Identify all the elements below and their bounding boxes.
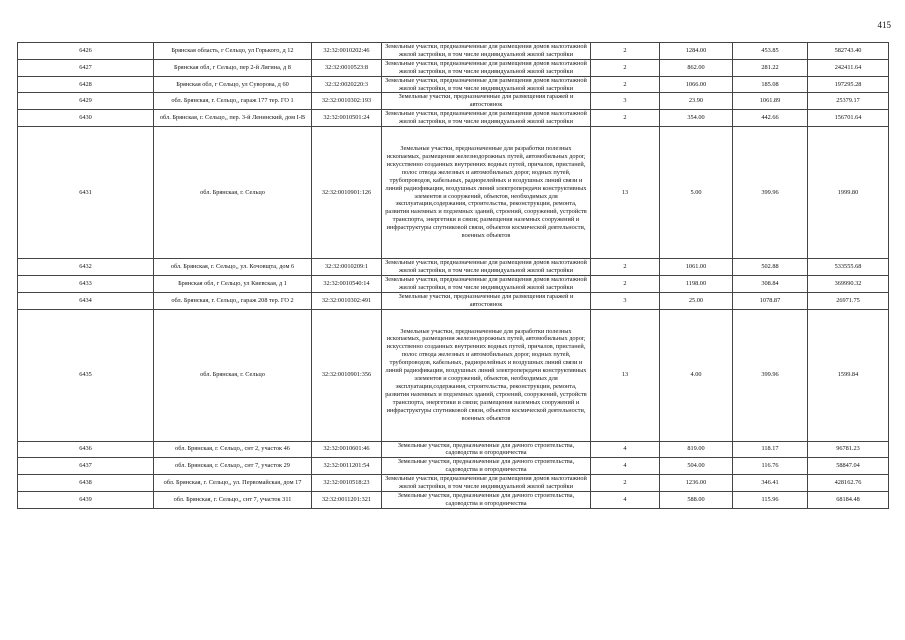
table-body: [18, 43, 889, 509]
row-number: 6435: [18, 309, 154, 441]
land-use-cell: Земельные участки, предназначенные для размещения гаражей и автостоянок: [382, 93, 591, 110]
group-cell: 2: [591, 475, 660, 492]
specific-value-cell: 185.08: [733, 76, 808, 93]
land-use-cell: Земельные участки, предназначенные для размещения домов малоэтажной жилой застройки, в том числе индивидуальной жилой застройки: [382, 275, 591, 292]
group-cell: 2: [591, 59, 660, 76]
group-cell: 13: [591, 309, 660, 441]
address-cell: Брянская обл, г Сельцо, пер 2-й Лягина, д 8: [154, 59, 312, 76]
area-cell: 25.00: [660, 292, 733, 309]
row-number: 6429: [18, 93, 154, 110]
table-row: [18, 491, 889, 508]
specific-value-cell: 1061.89: [733, 93, 808, 110]
address-cell: обл. Брянская, г. Сельцо,, снт 2, участок 46: [154, 441, 312, 458]
address-cell: обл. Брянская, г. Сельцо,, гараж 177 тер. ГО 1: [154, 93, 312, 110]
land-use-cell: Земельные участки, предназначенные для дачного строительства, садоводства и огородничества: [382, 458, 591, 475]
area-cell: 1284.00: [660, 43, 733, 60]
table-row: [18, 76, 889, 93]
address-cell: Брянская обл, г Сельцо, ул Киевская, д 1: [154, 275, 312, 292]
cadastral-number-cell: 32:32:0010302:491: [312, 292, 382, 309]
row-number: 6426: [18, 43, 154, 60]
group-cell: 3: [591, 292, 660, 309]
cadastral-value-cell: 26971.75: [808, 292, 889, 309]
row-number: 6438: [18, 475, 154, 492]
table-row: [18, 59, 889, 76]
land-use-cell: Земельные участки, предназначенные для разработки полезных ископаемых, размещения железнодорожных путей, автомобильных дорог, искусственно созданных внутренних водных путей, причалов, пристаней, полос отвода железных и автомобильных дорог, водных путей, трубопроводов, кабельных, радиорелейных и воздушных линий связи и линий радиофикации, воздушных линий электропередачи конструктивных элементов и сооружений, объектов, необходимых для эксплуатации,содержания, строительства, реконструкции, ремонта, развития наземных и подземных зданий, строений, сооружений, устройств транспорта, энергетики и связи; размещения наземных сооружений и инфраструктуры спутниковой связи, объектов космической деятельности, военных объектов: [382, 127, 591, 259]
address-cell: обл. Брянская, г. Сельцо: [154, 127, 312, 259]
cadastral-value-cell: 197295.28: [808, 76, 889, 93]
cadastral-value-cell: 68184.48: [808, 491, 889, 508]
area-cell: 4.00: [660, 309, 733, 441]
cadastral-number-cell: 32:32:0010523:8: [312, 59, 382, 76]
cadastral-value-cell: 428162.76: [808, 475, 889, 492]
specific-value-cell: 281.22: [733, 59, 808, 76]
cadastral-number-cell: 32:32:0010302:193: [312, 93, 382, 110]
cadastral-value-cell: 96781.23: [808, 441, 889, 458]
area-cell: 588.00: [660, 491, 733, 508]
page-number: 415: [877, 20, 891, 30]
row-number: 6436: [18, 441, 154, 458]
row-number: 6432: [18, 259, 154, 276]
specific-value-cell: 399.96: [733, 127, 808, 259]
cadastral-number-cell: 32:32:0010209:1: [312, 259, 382, 276]
group-cell: 2: [591, 275, 660, 292]
land-use-cell: Земельные участки, предназначенные для размещения домов малоэтажной жилой застройки, в том числе индивидуальной жилой застройки: [382, 59, 591, 76]
specific-value-cell: 502.88: [733, 259, 808, 276]
land-use-cell: Земельные участки, предназначенные для дачного строительства, садоводства и огородничества: [382, 441, 591, 458]
group-cell: 2: [591, 259, 660, 276]
land-use-cell: Земельные участки, предназначенные для размещения домов малоэтажной жилой застройки, в том числе индивидуальной жилой застройки: [382, 475, 591, 492]
table-row: [18, 309, 889, 441]
area-cell: 819.00: [660, 441, 733, 458]
address-cell: обл. Брянская, г. Сельцо,, ул. Первомайская, дом 17: [154, 475, 312, 492]
land-use-cell: Земельные участки, предназначенные для разработки полезных ископаемых, размещения железнодорожных путей, автомобильных дорог, искусственно созданных внутренних водных путей, причалов, пристаней, полос отвода железных и автомобильных дорог, водных путей, трубопроводов, кабельных, радиорелейных и воздушных линий связи и линий радиофикации, воздушных линий электропередачи конструктивных элементов и сооружений, объектов, необходимых для эксплуатации,содержания, строительства, реконструкции, ремонта, развития наземных и подземных зданий, строений, сооружений, устройств транспорта, энергетики и связи; размещения наземных сооружений и инфраструктуры спутниковой связи, объектов космической деятельности, военных объектов: [382, 309, 591, 441]
address-cell: обл. Брянская, г. Сельцо,, пер. 3-й Ленинский, дом I-В: [154, 110, 312, 127]
cadastral-value-cell: 1999.80: [808, 127, 889, 259]
specific-value-cell: 1078.87: [733, 292, 808, 309]
cadastral-number-cell: 32:32:0010202:46: [312, 43, 382, 60]
cadastral-number-cell: 32:32:0010501:24: [312, 110, 382, 127]
area-cell: 354.00: [660, 110, 733, 127]
area-cell: 862.00: [660, 59, 733, 76]
address-cell: Брянская обл, г Сельцо, ул Суворова, д 60: [154, 76, 312, 93]
row-number: 6433: [18, 275, 154, 292]
land-use-cell: Земельные участки, предназначенные для размещения домов малоэтажной жилой застройки, в том числе индивидуальной жилой застройки: [382, 76, 591, 93]
cadastral-number-cell: 32:32:0011201:321: [312, 491, 382, 508]
specific-value-cell: 115.96: [733, 491, 808, 508]
area-cell: 504.00: [660, 458, 733, 475]
group-cell: 4: [591, 458, 660, 475]
table-row: [18, 93, 889, 110]
cadastral-value-table: [17, 42, 889, 509]
land-use-cell: Земельные участки, предназначенные для дачного строительства, садоводства и огородничества: [382, 491, 591, 508]
cadastral-value-cell: 58847.04: [808, 458, 889, 475]
group-cell: 4: [591, 491, 660, 508]
specific-value-cell: 116.76: [733, 458, 808, 475]
table-row: [18, 441, 889, 458]
specific-value-cell: 308.84: [733, 275, 808, 292]
specific-value-cell: 346.41: [733, 475, 808, 492]
table-row: [18, 275, 889, 292]
land-use-cell: Земельные участки, предназначенные для размещения домов малоэтажной жилой застройки, в том числе индивидуальной жилой застройки: [382, 259, 591, 276]
cadastral-value-cell: 1599.84: [808, 309, 889, 441]
cadastral-value-cell: 25379.17: [808, 93, 889, 110]
area-cell: 1198.00: [660, 275, 733, 292]
area-cell: 1061.00: [660, 259, 733, 276]
group-cell: 2: [591, 43, 660, 60]
address-cell: обл. Брянская, г. Сельцо: [154, 309, 312, 441]
row-number: 6430: [18, 110, 154, 127]
cadastral-number-cell: 32:32:0020220:3: [312, 76, 382, 93]
cadastral-number-cell: 32:32:0010901:356: [312, 309, 382, 441]
table-row: [18, 259, 889, 276]
address-cell: обл. Брянская, г. Сельцо,, ул. Кочовщта, дом 6: [154, 259, 312, 276]
row-number: 6427: [18, 59, 154, 76]
area-cell: 1066.00: [660, 76, 733, 93]
row-number: 6428: [18, 76, 154, 93]
table-row: [18, 43, 889, 60]
table-row: [18, 127, 889, 259]
cadastral-value-cell: 582743.40: [808, 43, 889, 60]
area-cell: 1236.00: [660, 475, 733, 492]
address-cell: обл. Брянская, г. Сельцо,, гараж 208 тер. ГО 2: [154, 292, 312, 309]
specific-value-cell: 118.17: [733, 441, 808, 458]
cadastral-number-cell: 32:32:0010540:14: [312, 275, 382, 292]
land-use-cell: Земельные участки, предназначенные для размещения домов малоэтажной жилой застройки, в том числе индивидуальной жилой застройки: [382, 43, 591, 60]
group-cell: 13: [591, 127, 660, 259]
cadastral-value-cell: 369990.32: [808, 275, 889, 292]
table-row: [18, 458, 889, 475]
cadastral-number-cell: 32:32:0011201:54: [312, 458, 382, 475]
address-cell: обл. Брянская, г. Сельцо,, снт 7, участок 311: [154, 491, 312, 508]
land-use-cell: Земельные участки, предназначенные для размещения домов малоэтажной жилой застройки, в том числе индивидуальной жилой застройки: [382, 110, 591, 127]
area-cell: 23.90: [660, 93, 733, 110]
group-cell: 2: [591, 110, 660, 127]
row-number: 6439: [18, 491, 154, 508]
cadastral-value-cell: 242411.64: [808, 59, 889, 76]
group-cell: 4: [591, 441, 660, 458]
row-number: 6437: [18, 458, 154, 475]
row-number: 6434: [18, 292, 154, 309]
table-row: [18, 110, 889, 127]
group-cell: 3: [591, 93, 660, 110]
specific-value-cell: 453.85: [733, 43, 808, 60]
cadastral-number-cell: 32:32:0010518:23: [312, 475, 382, 492]
cadastral-value-cell: 156701.64: [808, 110, 889, 127]
specific-value-cell: 399.96: [733, 309, 808, 441]
table-row: [18, 475, 889, 492]
cadastral-number-cell: 32:32:0010901:126: [312, 127, 382, 259]
address-cell: Брянская область, г Сельцо, ул Горького, д 12: [154, 43, 312, 60]
specific-value-cell: 442.66: [733, 110, 808, 127]
group-cell: 2: [591, 76, 660, 93]
row-number: 6431: [18, 127, 154, 259]
area-cell: 5.00: [660, 127, 733, 259]
table-row: [18, 292, 889, 309]
land-use-cell: Земельные участки, предназначенные для размещения гаражей и автостоянок: [382, 292, 591, 309]
address-cell: обл. Брянская, г. Сельцо,, снт 7, участок 29: [154, 458, 312, 475]
cadastral-number-cell: 32:32:0010601:46: [312, 441, 382, 458]
cadastral-value-cell: 533555.68: [808, 259, 889, 276]
